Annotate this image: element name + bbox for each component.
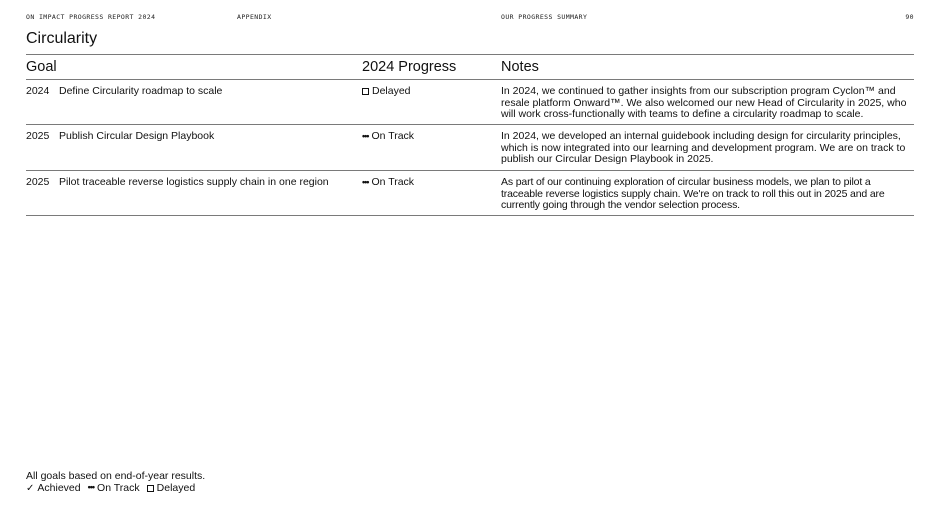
delayed-square-icon — [147, 485, 154, 492]
delayed-square-icon — [362, 88, 369, 95]
goal-year: 2024 — [26, 85, 50, 97]
page-number: 90 — [905, 13, 914, 21]
divider — [26, 124, 914, 125]
divider — [26, 170, 914, 171]
on-track-dots-icon: ••• — [362, 176, 369, 187]
appendix-label: APPENDIX — [237, 13, 272, 21]
legend-item-on-track — [88, 482, 140, 494]
report-title: ON IMPACT PROGRESS REPORT 2024 — [26, 13, 156, 21]
status-label: Delayed — [372, 85, 411, 97]
status-legend — [26, 482, 195, 494]
divider — [26, 79, 914, 80]
goal-year: 2025 — [26, 130, 50, 142]
on-track-dots-icon: ••• — [362, 130, 369, 141]
status-badge — [362, 177, 414, 189]
legend-item-achieved — [26, 482, 81, 494]
notes-text: In 2024, we continued to gather insights from our subscription program Cyclon™ and resale platform Onward™. We also welcomed our new Head of Circularity in 2025, who will work cross-functionally with teams to define a circularity roadmap to scale. — [501, 85, 907, 121]
on-track-dots-icon: ••• — [87, 482, 95, 492]
legend-label: Achieved — [37, 482, 81, 494]
legend-label: Delayed — [156, 482, 196, 494]
legend-label: On Track — [97, 482, 140, 494]
divider — [26, 54, 914, 55]
notes-text: In 2024, we developed an internal guidebook including design for circularity principles, which is now integrated into our learning and development program. We are on track to publish our Circular Design Playbook in 2025. — [501, 130, 906, 166]
status-badge — [362, 86, 411, 98]
checkmark-icon: ✓ — [26, 482, 35, 494]
legend-item-delayed — [147, 482, 196, 494]
status-label: On Track — [371, 176, 415, 188]
footnote: All goals based on end-of-year results. — [26, 470, 206, 482]
page-title: Circularity — [26, 30, 98, 47]
divider — [26, 215, 914, 216]
notes-text: As part of our continuing exploration of circular business models, we plan to pilot a traceable reverse logistics supply chain. We're on track to roll this out in 2025 and are currently going through the vendor selection process. — [501, 176, 885, 212]
goal-text: Publish Circular Design Playbook — [59, 130, 215, 142]
section-label: OUR PROGRESS SUMMARY — [501, 13, 588, 21]
column-header-notes: Notes — [501, 59, 539, 75]
goal-text: Define Circularity roadmap to scale — [59, 85, 223, 97]
status-label: On Track — [371, 130, 415, 142]
column-header-progress: 2024 Progress — [362, 59, 457, 75]
status-badge — [362, 131, 414, 143]
goal-text: Pilot traceable reverse logistics supply chain in one region — [59, 176, 329, 188]
goal-year: 2025 — [26, 176, 50, 188]
column-header-goal: Goal — [26, 59, 57, 75]
